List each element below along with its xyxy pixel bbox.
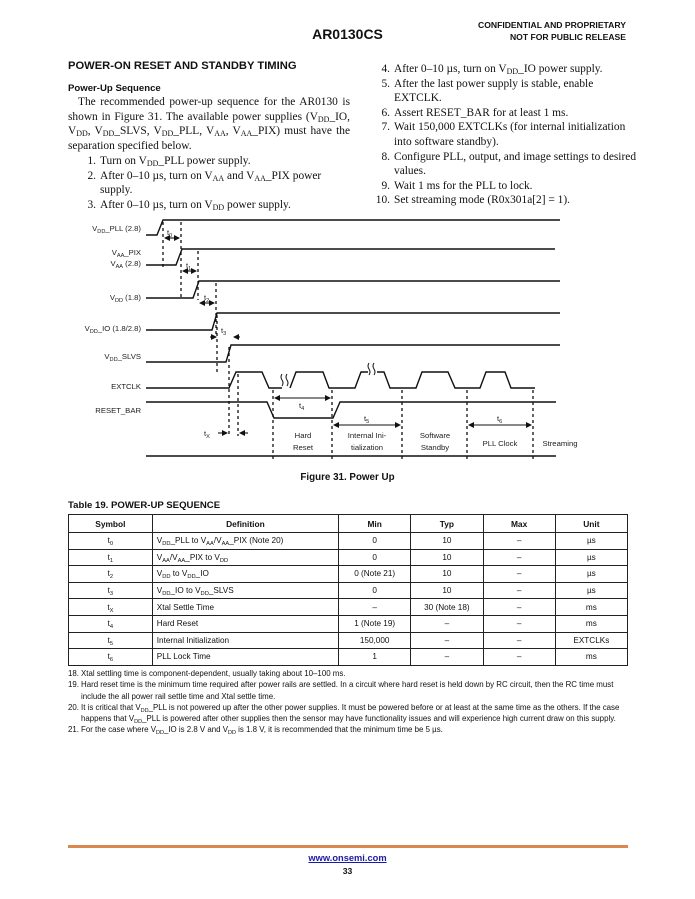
phase-sw-standby-line2: Standby [420, 443, 450, 452]
step-item: 7. Wait 150,000 EXTCLKs (for internal initialization into software standby). [381, 121, 626, 148]
cell-max: – [483, 615, 555, 632]
cell-symbol: $t_X$ [69, 599, 153, 616]
figure-caption: Figure 31. Power Up [300, 472, 395, 483]
intro-paragraph: The recommended power-up sequence for the AR0130 is shown in Figure 31. The available power supplies ($V_{DD}\_IO$, $V_{DD}$, $V_{DD}\_SLVS$, $V_{DD}\_PLL$, $V_{AA}$, $V_{AA}\_PIX$) must have the separation specified below. [68, 96, 351, 152]
note-19: 19. Hard reset time is the minimum time required after power rails are settled. In a circuit where hard reset is held down by RC circuit, then the RC time must include the all power rail settle time and Xtal settle time. [68, 680, 614, 701]
step-item: 3. After 0–10 µs, turn on $V_{DD}$ power supply. [87, 198, 291, 212]
step-item: 9. Wait 1 ms for the PLL to lock. [381, 179, 533, 192]
signal-vaa-pix: $V_{AA}\_PIX$ [111, 248, 141, 259]
signal-vdd: $V_{DD}$ (1.8) [109, 293, 141, 304]
step-item: 10. Set streaming mode (R0x301a[2] = 1). [375, 194, 570, 207]
table-row [69, 582, 628, 599]
cell-typ: – [411, 615, 483, 632]
cell-symbol: $t_3$ [69, 582, 153, 599]
signal-vdd-slvs: $V_{DD}\_SLVS$ [104, 352, 141, 363]
timing-t2: $t_2$ [204, 293, 210, 304]
cell-typ: 30 (Note 18) [411, 599, 483, 616]
cell-symbol: $t_1$ [69, 549, 153, 566]
power-up-steps-left [78, 154, 348, 212]
power-up-sequence-table [68, 514, 628, 666]
timing-t6: $t_6$ [497, 414, 503, 425]
signal-vaa: $V_{AA}$ (2.8) [110, 259, 141, 270]
col-typ: Typ [411, 515, 483, 533]
cell-typ: 10 [411, 549, 483, 566]
table-row [69, 599, 628, 616]
cell-definition: Hard Reset [152, 615, 338, 632]
cell-unit: µs [555, 533, 627, 550]
cell-symbol: $t_5$ [69, 632, 153, 649]
col-unit: Unit [555, 515, 627, 533]
cell-unit: ms [555, 615, 627, 632]
phase-internal-init-line2: tialization [350, 443, 384, 452]
step-item: 2. After 0–10 µs, turn on $V_{AA}$ and $V_{AA}\_PIX$ power supply. [87, 169, 322, 197]
cell-max: – [483, 582, 555, 599]
cell-typ: 10 [411, 566, 483, 583]
cell-definition: $V_{DD}\_PLL$ to $V_{AA}/V_{AA}\_PIX$ (Note 20) [152, 533, 338, 550]
phase-hard-reset-line2: Reset [292, 443, 314, 452]
table-row [69, 533, 628, 550]
cell-typ: – [411, 632, 483, 649]
step-item: 6. Assert RESET_BAR for at least 1 ms. [381, 106, 569, 119]
cell-unit: µs [555, 566, 627, 583]
signal-vdd-io: $V_{DD}\_IO$ (1.8/2.8) [84, 324, 141, 335]
timing-t1: $t_1$ [186, 261, 192, 272]
step-item: 1. Turn on $V_{DD}\_PLL$ power supply. [87, 155, 251, 168]
signal-reset-bar: RESET_BAR [95, 406, 141, 415]
col-max: Max [483, 515, 555, 533]
signal-extclk: EXTCLK [111, 382, 141, 391]
step-item: 8. Configure PLL, output, and image settings to desired values. [381, 150, 637, 178]
cell-max: – [483, 566, 555, 583]
col-symbol: Symbol [69, 515, 153, 533]
cell-definition: $V_{DD}$ to $V_{DD}\_IO$ [152, 566, 338, 583]
timing-t0: $t_0$ [167, 228, 173, 239]
cell-typ: – [411, 649, 483, 666]
cell-max: – [483, 549, 555, 566]
cell-unit: ms [555, 599, 627, 616]
subsection-title: Power-Up Sequence [68, 83, 161, 94]
cell-symbol: $t_0$ [69, 533, 153, 550]
cell-min: 150,000 [339, 632, 411, 649]
document-title: AR0130CS [312, 26, 383, 42]
cell-unit: EXTCLKs [555, 632, 627, 649]
cell-min: 0 [339, 582, 411, 599]
confidential-line-2: NOT FOR PUBLIC RELEASE [509, 32, 626, 42]
cell-unit: µs [555, 549, 627, 566]
cell-symbol: $t_6$ [69, 649, 153, 666]
cell-definition: Xtal Settle Time [152, 599, 338, 616]
power-up-timing-diagram [60, 210, 620, 460]
footer-website-link[interactable]: www.onsemi.com [308, 853, 387, 863]
cell-max: – [483, 632, 555, 649]
cell-max: – [483, 649, 555, 666]
section-title: POWER-ON RESET AND STANDBY TIMING [68, 60, 297, 72]
cell-definition: $V_{AA}/V_{AA}\_PIX$ to $V_{DD}$ [152, 549, 338, 566]
phase-sw-standby-line1: Software [419, 431, 451, 440]
table-row [69, 615, 628, 632]
note-21: 21. For the case where $V_{DD}\_IO$ is 2.8 V and $V_{DD}$ is 1.8 V, it is recommended that the minimum time be 5 µs. [68, 725, 443, 737]
table-row [69, 632, 628, 649]
cell-definition: $V_{DD}\_IO$ to $V_{DD}\_SLVS$ [152, 582, 338, 599]
table-notes [68, 668, 630, 736]
cell-max: – [483, 599, 555, 616]
phase-pll-clock: PLL Clock [482, 439, 518, 448]
timing-t3: $t_3$ [221, 326, 227, 337]
cell-min: 0 (Note 21) [339, 566, 411, 583]
col-definition: Definition [152, 515, 338, 533]
step-item: 5. After the last power supply is stable, enable EXTCLK. [381, 77, 594, 105]
cell-min: – [339, 599, 411, 616]
cell-max: – [483, 533, 555, 550]
confidential-line-1: CONFIDENTIAL AND PROPRIETARY [477, 20, 626, 30]
confidential-notice [478, 19, 626, 43]
table-row [69, 566, 628, 583]
signal-vdd-pll: $V_{DD}\_PLL$ (2.8) [92, 224, 141, 235]
col-min: Min [339, 515, 411, 533]
phase-streaming: Streaming [542, 439, 578, 448]
page-number: 33 [342, 866, 353, 876]
cell-definition: Internal Initialization [152, 632, 338, 649]
step-item: 4. After 0–10 µs, turn on $V_{DD}\_IO$ power supply. [381, 63, 603, 76]
phase-hard-reset-line1: Hard [294, 431, 312, 440]
power-up-steps-right [372, 62, 637, 208]
table-header-row [69, 515, 628, 533]
note-18: 18. Xtal settling time is component-dependent, usually taking about 10–100 ms. [68, 669, 346, 678]
cell-definition: PLL Lock Time [152, 649, 338, 666]
table-row [69, 649, 628, 666]
footer-divider [68, 845, 628, 848]
timing-tx: $t_X$ [204, 429, 210, 440]
cell-symbol: $t_4$ [69, 615, 153, 632]
cell-typ: 10 [411, 533, 483, 550]
cell-min: 0 [339, 533, 411, 550]
cell-min: 1 (Note 19) [339, 615, 411, 632]
cell-min: 0 [339, 549, 411, 566]
cell-unit: µs [555, 582, 627, 599]
cell-min: 1 [339, 649, 411, 666]
note-20: 20. It is critical that $V_{DD}\_PLL$ is not powered up after the other power supplies. It must be powered before or at least at the same time as the others. If the case happens that $V_{DD}\_PLL$ is powered after other supplies then the sensor may have functionality issues and will experience high current draw on this supply. [68, 702, 620, 726]
cell-unit: ms [555, 649, 627, 666]
cell-symbol: $t_2$ [69, 566, 153, 583]
timing-t4: $t_4$ [299, 401, 305, 412]
phase-internal-init-line1: Internal Ini- [347, 431, 387, 440]
timing-t5: $t_5$ [364, 414, 370, 425]
table-row [69, 549, 628, 566]
table-title: Table 19. POWER-UP SEQUENCE [68, 500, 221, 511]
cell-typ: 10 [411, 582, 483, 599]
